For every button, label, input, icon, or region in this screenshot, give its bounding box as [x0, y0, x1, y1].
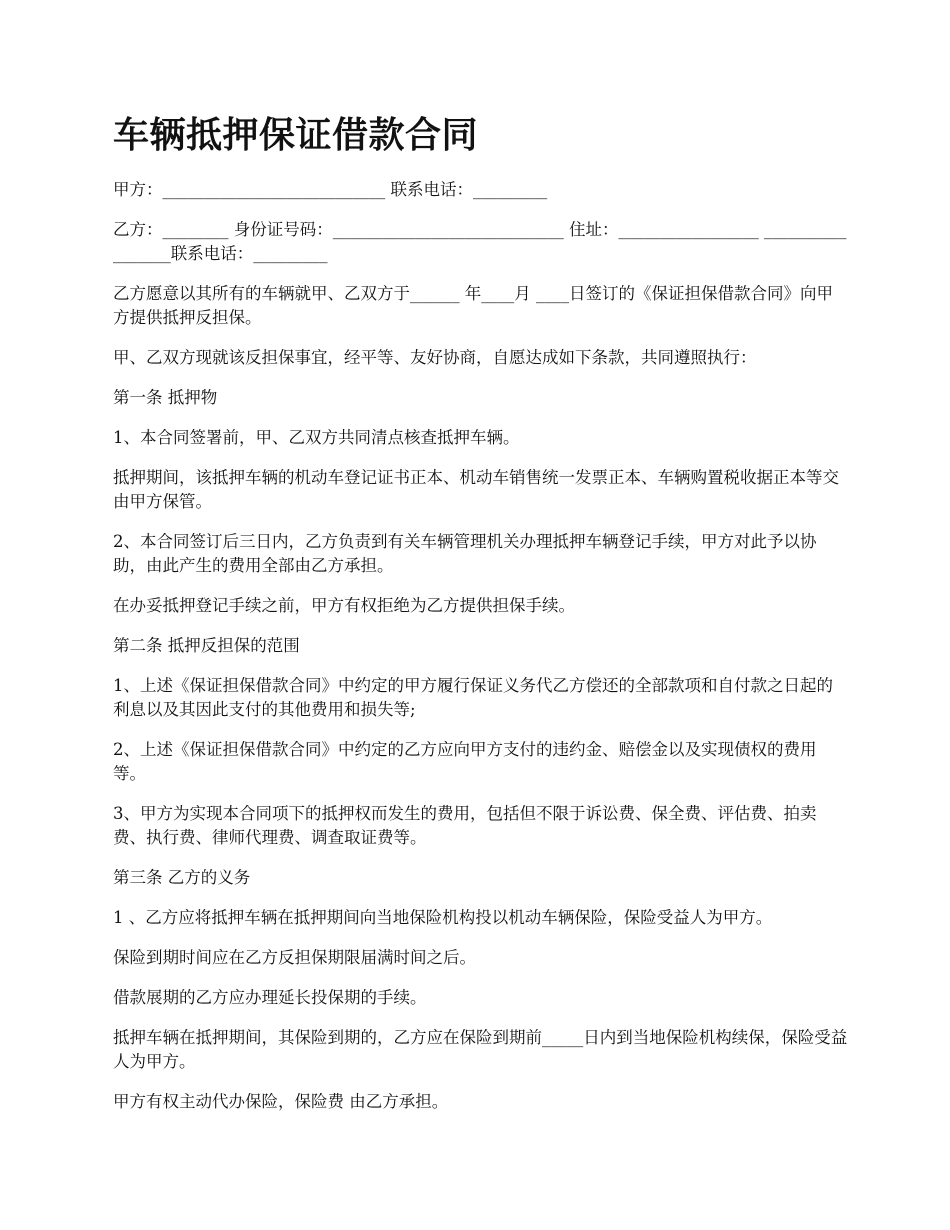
- article-1-clause-2: 2、本合同签订后三日内，乙方负责到有关车辆管理机关办理抵押车辆登记手续，甲方对此予以协助，由此产生的费用全部由乙方承担。: [113, 532, 817, 575]
- agreement-paragraph: 甲、乙双方现就该反担保事宜，经平等、友好协商，自愿达成如下条款，共同遵照执行：: [113, 348, 757, 367]
- article-1-clause-1: 1、本合同签署前，甲、乙双方共同清点核查抵押车辆。: [113, 428, 520, 447]
- article-1-heading: 第一条 抵押物: [113, 388, 218, 407]
- document-body: [113, 178, 848, 1130]
- article-3-clause-1-detail-b: 借款展期的乙方应办理延长投保期的手续。: [113, 988, 427, 1007]
- article-2-clause-1: 1、上述《保证担保借款合同》中约定的甲方履行保证义务代乙方偿还的全部款项和自付款之日起的利息以及其因此支付的其他费用和损失等;: [113, 676, 833, 719]
- article-3-heading: 第三条 乙方的义务: [113, 868, 251, 887]
- preamble-paragraph: 乙方愿意以其所有的车辆就甲、乙双方于______ 年____月 ____日签订的《保证担保借款合同》向甲方提供抵押反担保。: [113, 284, 833, 327]
- article-3-clause-1-detail-a: 保险到期时间应在乙方反担保期限届满时间之后。: [113, 948, 476, 967]
- article-2-clause-3: 3、甲方为实现本合同项下的抵押权而发生的费用，包括但不限于诉讼费、保全费、评估费、拍卖费、执行费、律师代理费、调查取证费等。: [113, 804, 817, 847]
- article-3-clause-1-detail-d: 甲方有权主动代办保险，保险费 由乙方承担。: [113, 1092, 449, 1111]
- article-1-clause-1-detail: 抵押期间，该抵押车辆的机动车登记证书正本、机动车销售统一发票正本、车辆购置税收据正本等交由甲方保管。: [113, 468, 839, 511]
- article-1-clause-2-detail: 在办妥抵押登记手续之前，甲方有权拒绝为乙方提供担保手续。: [113, 596, 575, 615]
- article-3-clause-1-detail-c: 抵押车辆在抵押期间，其保险到期的，乙方应在保险到期前_____日内到当地保险机构续保，保险受益人为甲方。: [113, 1028, 848, 1071]
- document-title: 车辆抵押保证借款合同: [113, 115, 479, 156]
- article-3-clause-1: 1 、乙方应将抵押车辆在抵押期间向当地保险机构投以机动车辆保险，保险受益人为甲方。: [113, 908, 773, 927]
- article-2-heading: 第二条 抵押反担保的范围: [113, 636, 300, 655]
- article-2-clause-2: 2、上述《保证担保借款合同》中约定的乙方应向甲方支付的违约金、赔偿金以及实现债权的费用等。: [113, 740, 817, 783]
- party-a-line: 甲方：___________________________ 联系电话：_________: [113, 180, 548, 199]
- party-b-line: 乙方：________ 身份证号码：____________________________ 住址：_________________ _________________联系电话：_________: [113, 220, 847, 263]
